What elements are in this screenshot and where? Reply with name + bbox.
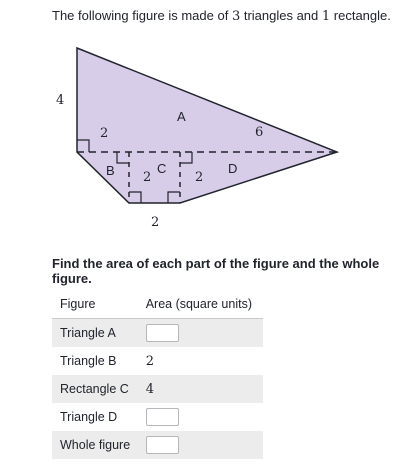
triangle-d-area-input[interactable] — [146, 408, 179, 426]
header-figure: Figure — [52, 290, 138, 319]
figure-outline — [77, 48, 337, 203]
intro-num-triangles: 3 — [231, 9, 241, 24]
region-label-d: D — [228, 161, 238, 176]
intro-before: The following figure is made of — [52, 8, 232, 23]
table-row — [52, 403, 263, 431]
table-row — [52, 347, 263, 375]
label-side-left: 4 — [56, 93, 65, 108]
row-figure-name: Triangle A — [52, 319, 138, 348]
question-prompt: Find the area of each part of the figure and the whole figure. — [52, 256, 380, 286]
label-side-bottom: 2 — [151, 215, 160, 230]
rectangle-c-area-value: 4 — [138, 375, 263, 403]
triangle-b-area-value: 2 — [145, 353, 154, 369]
table-row — [52, 431, 263, 459]
table-row — [52, 319, 263, 348]
table-row — [52, 375, 263, 403]
intro-middle: triangles and — [240, 8, 322, 23]
header-area: Area (square units) — [138, 290, 263, 319]
triangle-a-area-input[interactable] — [146, 324, 179, 342]
area-cell — [138, 431, 263, 459]
area-cell — [138, 319, 263, 348]
row-figure-name: Whole figure — [52, 431, 138, 459]
label-side-a: 6 — [255, 125, 264, 140]
whole-figure-area-input[interactable] — [146, 436, 179, 454]
region-label-c: C — [157, 161, 167, 176]
row-figure-name: Triangle B — [60, 354, 117, 368]
region-label-b: B — [106, 163, 115, 178]
label-height-d: 2 — [195, 170, 204, 185]
area-cell — [138, 403, 263, 431]
table-header-row — [52, 290, 263, 319]
row-figure-name: Triangle D — [60, 410, 118, 424]
intro-after: rectangle. — [330, 8, 391, 23]
intro-num-rectangles: 1 — [321, 9, 331, 24]
row-figure-name: Rectangle C — [52, 375, 138, 403]
label-height-b: 2 — [143, 170, 152, 185]
region-label-a: A — [177, 109, 186, 124]
label-height-a: 2 — [100, 126, 109, 141]
area-table — [52, 290, 263, 459]
